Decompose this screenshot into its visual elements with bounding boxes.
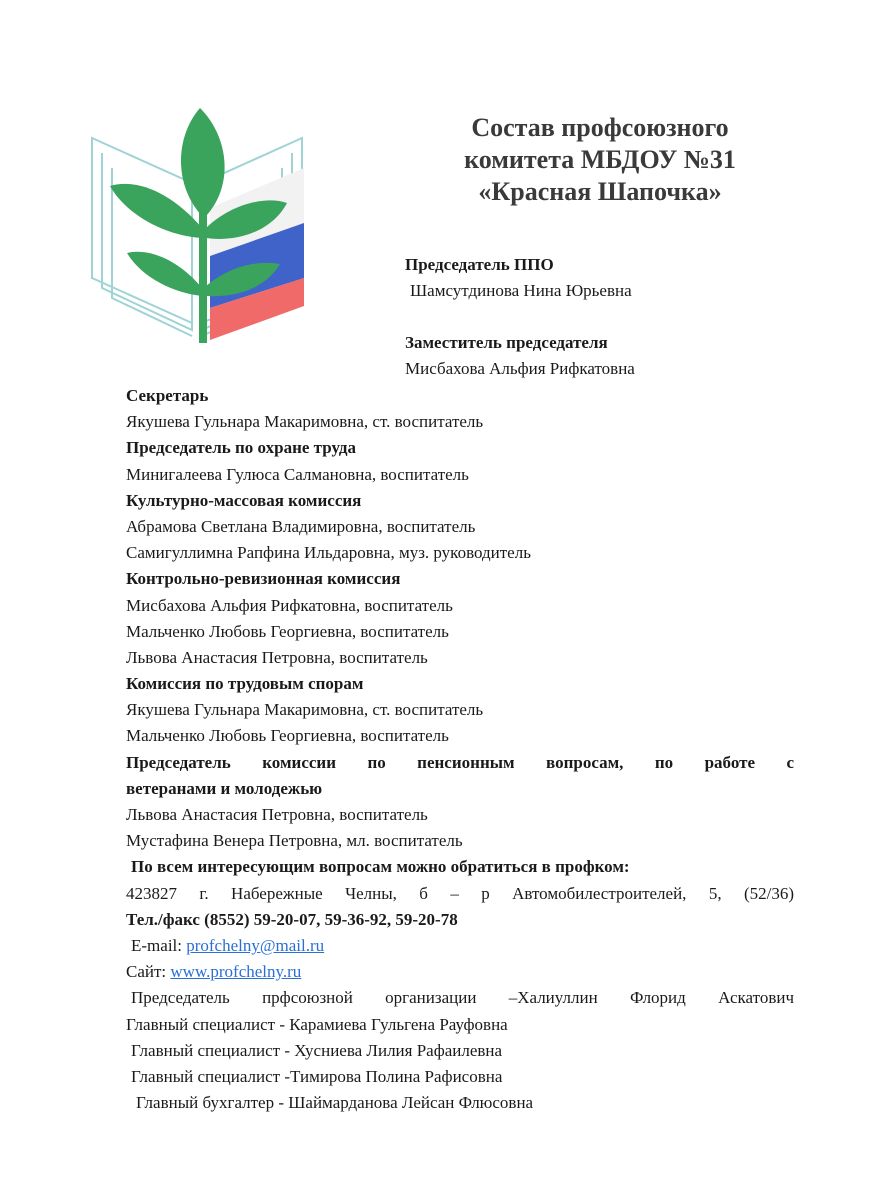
staff-item: Председатель прфсоюзной организации –Халиуллин Флорид Аскатович xyxy=(131,988,794,1008)
page-title xyxy=(420,112,780,208)
email-label: E-mail: xyxy=(131,935,187,955)
pension-member: Мустафина Венера Петровна, мл. воспитатель xyxy=(126,831,463,851)
culture-member: Абрамова Светлана Владимировна, воспитатель xyxy=(126,516,476,536)
staff-item: Главный бухгалтер - Шаймарданова Лейсан Флюсовна xyxy=(136,1093,534,1113)
pension-heading-cont: ветеранами и молодежью xyxy=(126,778,323,798)
labor-heading: Комиссия по трудовым спорам xyxy=(126,674,364,694)
phone: Тел./факс (8552) 59-20-07, 59-36-92, 59-20-78 xyxy=(126,909,458,929)
title-line: Состав профсоюзного xyxy=(471,113,729,142)
title-line: комитета МБДОУ №31 xyxy=(464,145,736,174)
deputy-section xyxy=(405,330,635,382)
secretary-heading: Секретарь xyxy=(126,386,209,405)
flag-icon xyxy=(210,168,304,340)
culture-member: Самигуллимна Рапфина Ильдаровна, муз. руководитель xyxy=(126,543,531,563)
pension-heading: Председатель комиссии по пенсионным вопросам, по работе с xyxy=(126,752,794,772)
trade-union-logo xyxy=(82,108,312,348)
staff-item: Главный специалист - Хусниева Лилия Рафаилевна xyxy=(131,1040,503,1060)
address: 423827 г. Набережные Челны, б – р Автомобилестроителей, 5, (52/36) xyxy=(126,883,794,903)
title-line: «Красная Шапочка» xyxy=(478,177,722,206)
contacts-intro: По всем интересующим вопросам можно обратиться в профком: xyxy=(131,857,630,877)
audit-heading: Контрольно-ревизионная комиссия xyxy=(126,569,401,589)
audit-member: Мальченко Любовь Георгиевна, воспитатель xyxy=(126,621,449,641)
audit-member: Мисбахова Альфия Рифкатовна, воспитатель xyxy=(126,595,453,615)
email-link[interactable]: profchelny@mail.ru xyxy=(186,935,325,955)
deputy-name: Мисбахова Альфия Рифкатовна xyxy=(405,359,635,378)
safety-heading: Председатель по охране труда xyxy=(126,438,356,458)
committee-list xyxy=(126,383,794,1116)
labor-member: Мальченко Любовь Георгиевна, воспитатель xyxy=(126,726,449,746)
pension-member: Львова Анастасия Петровна, воспитатель xyxy=(126,805,428,824)
chair-heading: Председатель ППО xyxy=(405,255,554,274)
site-link[interactable]: www.profchelny.ru xyxy=(170,962,302,982)
email-row xyxy=(126,933,794,959)
labor-member: Якушева Гульнара Макаримовна, ст. воспитатель xyxy=(126,700,484,720)
staff-item: Главный специалист - Карамиева Гульгена Рауфовна xyxy=(126,1014,508,1034)
site-label: Сайт: xyxy=(126,962,171,982)
chair-name: Шамсутдинова Нина Юрьевна xyxy=(410,281,632,300)
site-row xyxy=(126,959,794,985)
staff-item: Главный специалист -Тимирова Полина Рафисовна xyxy=(131,1066,503,1086)
chair-section xyxy=(405,252,632,304)
audit-member: Львова Анастасия Петровна, воспитатель xyxy=(126,647,428,667)
culture-heading: Культурно-массовая комиссия xyxy=(126,490,362,510)
secretary-member: Якушева Гульнара Макаримовна, ст. воспитатель xyxy=(126,412,484,432)
deputy-heading: Заместитель председателя xyxy=(405,333,608,352)
safety-member: Минигалеева Гулюса Салмановна, воспитатель xyxy=(126,464,469,484)
